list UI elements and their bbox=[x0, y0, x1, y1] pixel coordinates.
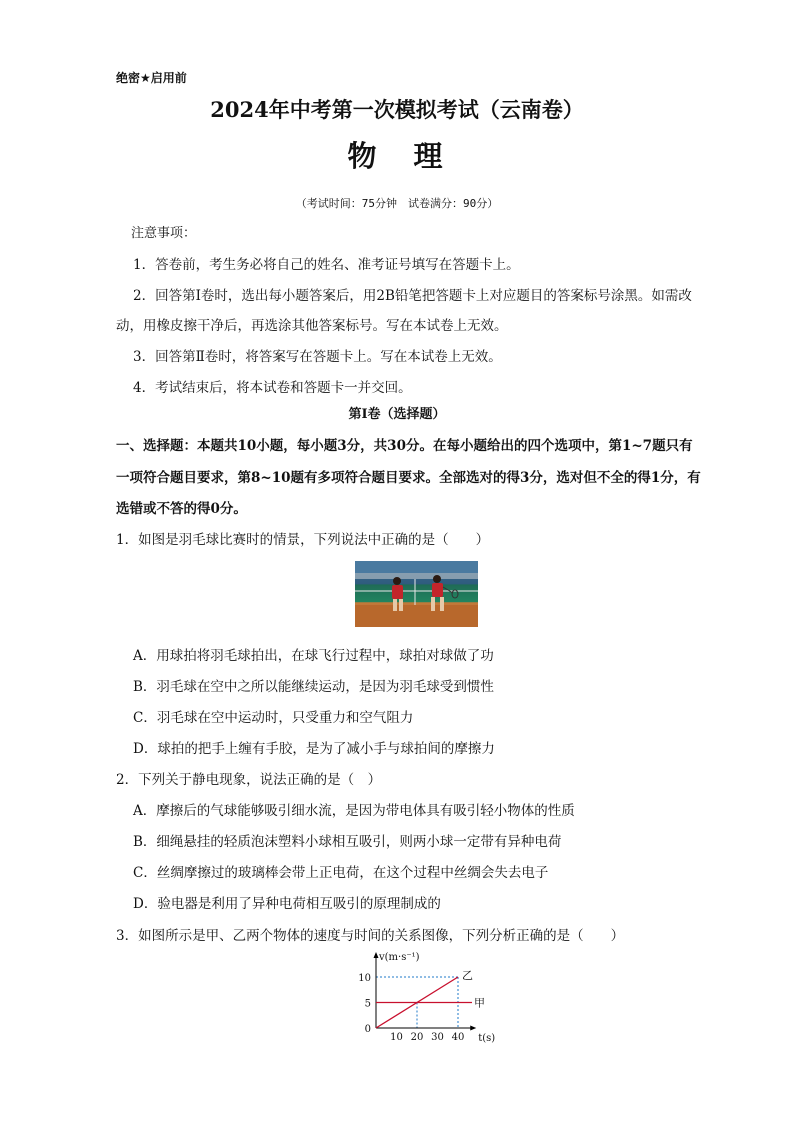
x-tick-label-30: 30 bbox=[431, 1032, 444, 1043]
series-label-jia: 甲 bbox=[474, 996, 485, 1010]
question-2-option-c: C．丝绸摩擦过的玻璃棒会带上正电荷，在这个过程中丝绸会失去电子 bbox=[133, 865, 549, 881]
question-3-stem: 3．如图所示是甲、乙两个物体的速度与时间的关系图像，下列分析正确的是（ ） bbox=[116, 928, 625, 944]
question-1-option-d: D．球拍的把手上缠有手胶，是为了减小手与球拍间的摩擦力 bbox=[133, 741, 495, 757]
section-title: 第Ⅰ卷（选择题） bbox=[348, 407, 446, 422]
badminton-photo bbox=[355, 561, 478, 627]
question-2-option-b: B．细绳悬挂的轻质泡沫塑料小球相互吸引，则两小球一定带有异种电荷 bbox=[133, 834, 562, 850]
section-instruction-line-1: 一、选择题：本题共10小题，每小题3分，共30分。在每小题给出的四个选项中，第1~7题只有 bbox=[116, 438, 693, 454]
notes-title: 注意事项： bbox=[131, 226, 197, 241]
section-instruction-line-3: 选错或不答的得0分。 bbox=[116, 501, 247, 517]
question-2-option-a: A．摩擦后的气球能够吸引细水流，是因为带电体具有吸引轻小物体的性质 bbox=[133, 803, 575, 819]
note-item-4: 4．考试结束后，将本试卷和答题卡一并交回。 bbox=[133, 380, 412, 396]
origin-label: 0 bbox=[364, 1024, 371, 1035]
question-2-stem: 2．下列关于静电现象，说法正确的是（ ） bbox=[116, 772, 382, 788]
note-item-1: 1．答卷前，考生务必将自己的姓名、准考证号填写在答题卡上。 bbox=[133, 257, 520, 273]
x-axis-label: t(s) bbox=[478, 1033, 496, 1044]
velocity-time-chart bbox=[352, 950, 496, 1049]
confidential-tag: 绝密★启用前 bbox=[116, 71, 187, 85]
question-1-stem: 1．如图是羽毛球比赛时的情景，下列说法中正确的是（ ） bbox=[116, 532, 490, 548]
x-tick-label-10: 10 bbox=[390, 1032, 403, 1043]
exam-title: 2024年中考第一次模拟考试（云南卷） bbox=[210, 97, 584, 122]
y-axis-label: v(m·s⁻¹) bbox=[379, 952, 420, 963]
question-2-option-d: D．验电器是利用了异种电荷相互吸引的原理制成的 bbox=[133, 896, 441, 912]
exam-info: （考试时间：75分钟 试卷满分：90分） bbox=[295, 197, 499, 210]
note-item-2: 2．回答第Ⅰ卷时，选出每小题答案后，用2B铅笔把答题卡上对应题目的答案标号涂黑。如需改 bbox=[133, 288, 692, 304]
series-label-yi: 乙 bbox=[462, 969, 473, 982]
y-tick-label-10: 10 bbox=[358, 973, 371, 984]
x-tick-label-40: 40 bbox=[451, 1032, 465, 1043]
subject-title: 物 理 bbox=[347, 139, 447, 173]
note-item-3: 3．回答第Ⅱ卷时，将答案写在答题卡上。写在本试卷上无效。 bbox=[133, 349, 502, 365]
note-item-2-cont: 动，用橡皮擦干净后，再选涂其他答案标号。写在本试卷上无效。 bbox=[116, 318, 508, 334]
question-1-option-c: C．羽毛球在空中运动时，只受重力和空气阻力 bbox=[133, 710, 414, 726]
section-instruction-line-2: 一项符合题目要求，第8~10题有多项符合题目要求。全部选对的得3分，选对但不全的得1分，有 bbox=[116, 470, 701, 486]
question-1-option-b: B．羽毛球在空中之所以能继续运动，是因为羽毛球受到惯性 bbox=[133, 679, 494, 695]
x-tick-label-20: 20 bbox=[410, 1032, 424, 1043]
question-1-option-a: A．用球拍将羽毛球拍出，在球飞行过程中，球拍对球做了功 bbox=[133, 648, 494, 664]
y-tick-label-5: 5 bbox=[364, 998, 371, 1010]
x-axis-arrow bbox=[470, 1026, 476, 1031]
y-axis-arrow bbox=[374, 952, 379, 958]
